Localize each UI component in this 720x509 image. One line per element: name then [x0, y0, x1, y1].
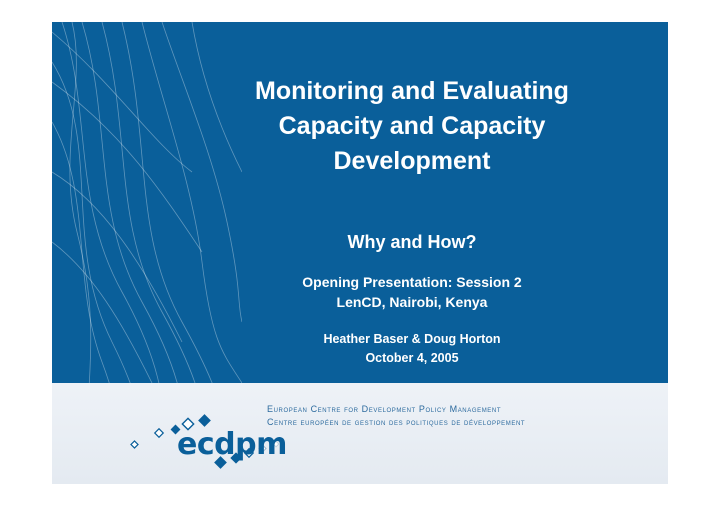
slide-subtitle: Why and How?	[347, 232, 477, 252]
title-line-2: Capacity and Capacity	[278, 112, 546, 140]
author-names: Heather Baser & Doug Horton	[323, 332, 501, 346]
org-name-english: European Centre for Development Policy Management	[267, 404, 502, 414]
title-line-3: Development	[333, 147, 491, 175]
organization-name	[267, 403, 525, 429]
ecdpm-logo: ecdpm	[177, 427, 287, 462]
session-line-2: LenCD, Nairobi, Kenya	[336, 294, 488, 310]
slide-title	[192, 74, 632, 179]
org-name-french: Centre européen de gestion des politiques de développement	[267, 417, 526, 427]
session-line-1: Opening Presentation: Session 2	[302, 274, 522, 290]
presentation-date: October 4, 2005	[365, 351, 459, 365]
presentation-slide	[52, 22, 668, 484]
title-line-1: Monitoring and Evaluating	[255, 77, 569, 105]
session-info	[192, 272, 632, 312]
author-info	[192, 330, 632, 368]
